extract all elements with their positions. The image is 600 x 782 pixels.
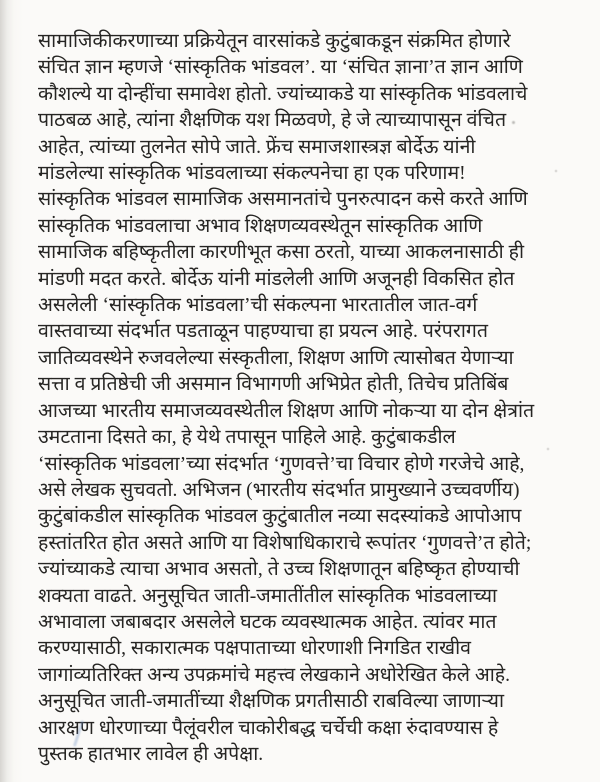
text-line: हस्तांतरित होत असते आणि या विशेषाधिकाराचे रूपांतर ‘गुणवत्ते’त होते; bbox=[38, 532, 532, 554]
scan-speckle bbox=[547, 448, 549, 450]
text-block bbox=[38, 29, 586, 768]
text-line: शक्यता वाढते. अनुसूचित जाती-जमातींतील सांस्कृतिक भांडवलाच्या bbox=[38, 585, 498, 607]
text-line: सामाजिक बहिष्कृतीला कारणीभूत कसा ठरतो, याच्या आकलनासाठी ही bbox=[38, 242, 524, 264]
text-line: पाठबळ आहे, त्यांना शैक्षणिक यश मिळवणे, हे जे त्याच्यापासून वंचित bbox=[38, 110, 507, 132]
text-line: आरक्षण धोरणाच्या पैलूंवरील चाकोरीबद्ध चर्चेची कक्षा रुंदावण्यास हे bbox=[38, 717, 499, 739]
text-line: असलेली ‘सांस्कृतिक भांडवला’ची संकल्पना भारतातील जात-वर्ग bbox=[38, 295, 478, 317]
scan-speckle bbox=[512, 121, 515, 124]
text-line: जातिव्यवस्थेने रुजवलेल्या संस्कृतीला, शिक्षण आणि त्यासोबत येणाऱ्या bbox=[38, 347, 514, 369]
text-line: उमटताना दिसते का, हे येथे तपासून पाहिले आहे. कुटुंबाकडील bbox=[38, 427, 456, 449]
text-line: अभावाला जबाबदार असलेले घटक व्यवस्थात्मक आहेत. त्यांवर मात bbox=[38, 611, 497, 633]
text-line: सांस्कृतिक भांडवल सामाजिक असमानतांचे पुनरुत्पादन कसे करते आणि bbox=[38, 189, 528, 211]
text-line: वास्तवाच्या संदर्भात पडताळून पाहण्याचा हा प्रयत्न आहे. परंपरागत bbox=[38, 321, 488, 343]
text-line: आहेत, त्यांच्या तुलनेत सोपे जाते. फ्रेंच समाजशास्त्रज्ञ बोर्देऊ यांनी bbox=[38, 136, 476, 158]
text-line: सामाजिकीकरणाच्या प्रक्रियेतून वारसांकडे कुटुंबाकडून संक्रमित होणारे bbox=[38, 31, 511, 52]
text-line: अनुसूचित जाती-जमातींच्या शैक्षणिक प्रगतीसाठी राबविल्या जाणाऱ्या bbox=[38, 691, 505, 713]
text-line: सांस्कृतिक भांडवलाचा अभाव शिक्षणव्यवस्थेतून सांस्कृतिक आणि bbox=[38, 215, 483, 237]
text-line: मांडणी मदत करते. बोर्देऊ यांनी मांडलेली आणि अजूनही विकसित होत bbox=[38, 268, 515, 290]
text-line: कुटुंबांकडील सांस्कृतिक भांडवल कुटुंबातील नव्या सदस्यांकडे आपोआप bbox=[38, 506, 522, 528]
text-line: करण्यासाठी, सकारात्मक पक्षपाताच्या धोरणाशी निगडित राखीव bbox=[38, 638, 472, 660]
text-line: सत्ता व प्रतिष्ठेची जी असमान विभागणी अभिप्रेत होती, तिचेच प्रतिबिंब bbox=[38, 374, 509, 396]
text-line: ‘सांस्कृतिक भांडवला’च्या संदर्भात ‘गुणवत्ते’चा विचार होणे गरजेचे आहे, bbox=[38, 453, 525, 475]
text-line: मांडलेल्या सांस्कृतिक भांडवलाच्या संकल्पनेचा हा एक परिणाम! bbox=[38, 163, 466, 185]
text-line: संचित ज्ञान म्हणजे ‘सांस्कृतिक भांडवल’. या ‘संचित ज्ञाना’त ज्ञान आणि bbox=[38, 57, 523, 79]
text-line: असे लेखक सुचवतो. अभिजन (भारतीय संदर्भात प्रामुख्याने उच्चवर्णीय) bbox=[38, 479, 520, 501]
text-line: आजच्या भारतीय समाजव्यवस्थेतील शिक्षण आणि नोकऱ्या या दोन क्षेत्रांत bbox=[38, 400, 535, 422]
text-line: ज्यांच्याकडे त्याचा अभाव असतो, ते उच्च शिक्षणातून बहिष्कृत होण्याची bbox=[38, 559, 520, 581]
text-line: कौशल्ये या दोन्हींचा समावेश होतो. ज्यांच्याकडे या सांस्कृतिक भांडवलाचे bbox=[38, 83, 528, 105]
scan-speckle bbox=[555, 170, 557, 172]
text-line: पुस्तक हातभार लावेल ही अपेक्षा. bbox=[38, 743, 264, 765]
text-line: जागांव्यतिरिक्त अन्य उपक्रमांचे महत्त्व लेखकाने अधोरेखित केले आहे. bbox=[38, 664, 510, 686]
